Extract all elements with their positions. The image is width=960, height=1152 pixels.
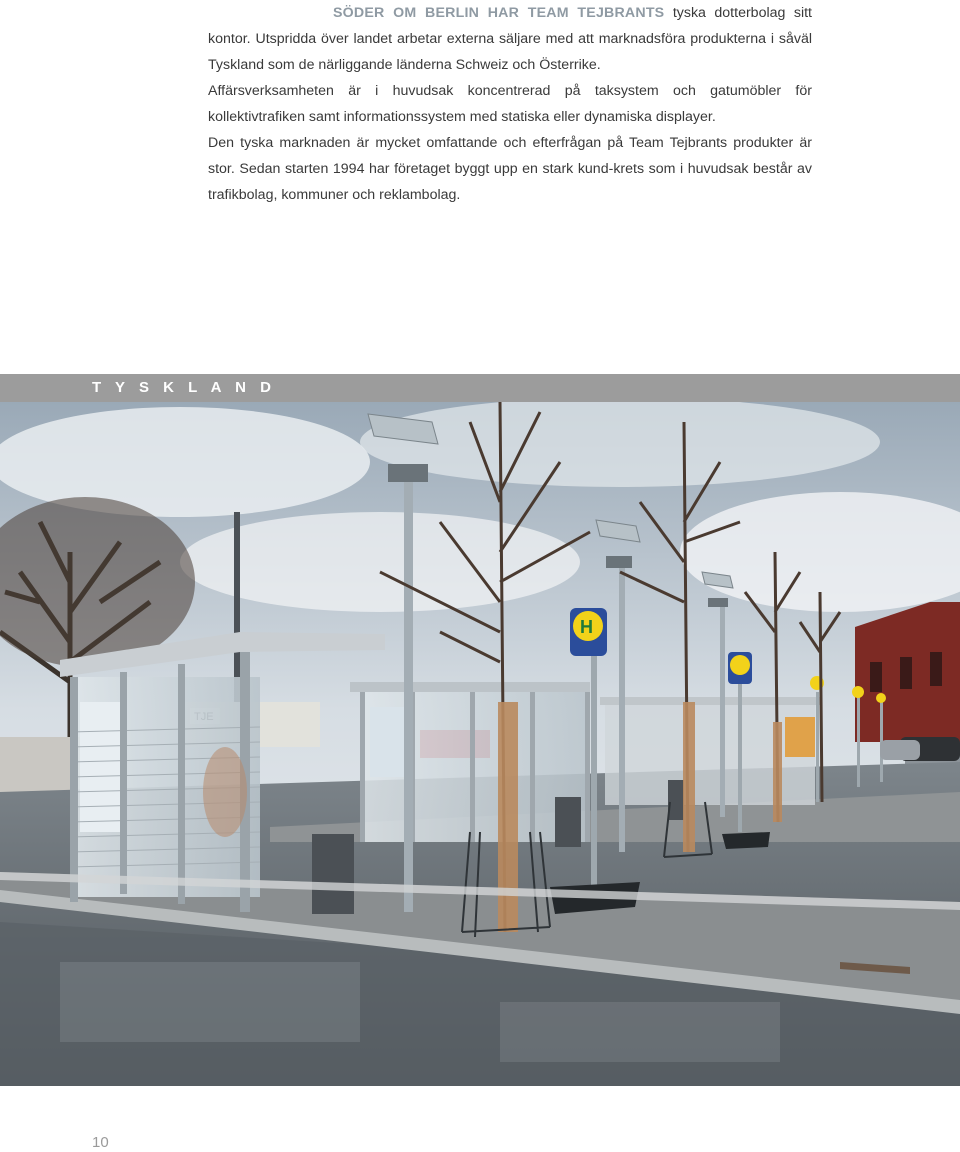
bus-shelter-middle [350,682,590,842]
lead-in-text: SÖDER OM BERLIN HAR TEAM TEJBRANTS [333,5,665,21]
bus-station-photo [0,402,960,1086]
section-banner [0,374,960,402]
paragraph-2: Affärsverksamheten är i huvudsak koncentrerad på taksystem och gatumöbler för kollektivtrafiken samt informationssystem med statiska eller dynamiska displayer. [208,83,812,125]
section-label: T Y S K L A N D [92,379,276,396]
paragraph-3: Den tyska marknaden är mycket omfattande och efterfrågan på Team Tejbrants produkter är stor. Sedan starten 1994 har företaget byggt upp en stark kund-krets som i huvudsak består av trafikbolag, kommuner och reklambolag. [208,135,812,203]
article-text [208,0,812,208]
bus-stop-letter: H [580,617,593,637]
paragraph-1-text: tyska dotterbolag sitt kontor. Utspridda över landet arbetar externa säljare med att marknadsföra produkterna i såväl Tyskland som de närliggande länderna Schweiz och Österrike. [208,5,812,73]
page-number: 10 [92,1134,109,1151]
photo-illustration [0,402,960,1086]
paragraph-1 [208,0,812,78]
waste-bin [312,834,354,914]
